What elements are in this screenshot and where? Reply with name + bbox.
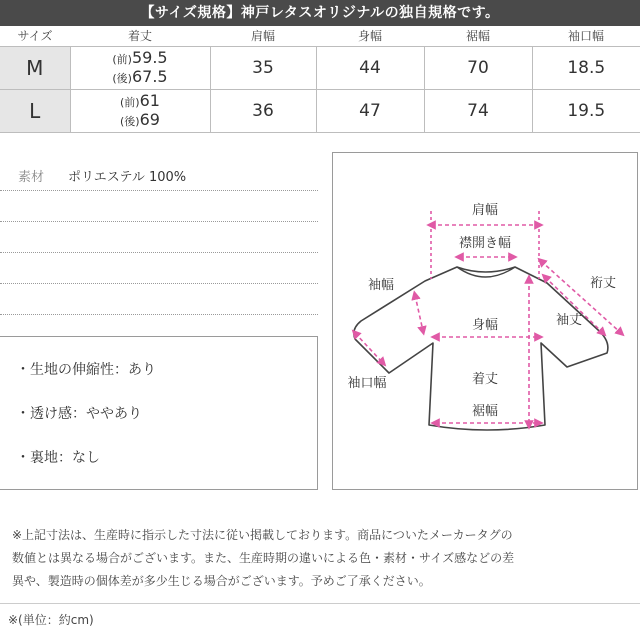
note-line: ※上記寸法は、生産時に指示した寸法に従い掲載しております。商品についたメーカータグの: [12, 528, 513, 542]
length-front-value: 61: [139, 90, 160, 110]
header-cuff: 袖口幅: [532, 26, 640, 46]
hem-value: 70: [424, 46, 532, 89]
sleeve-width-label: 袖幅: [367, 278, 395, 293]
header-body-width: 身幅: [316, 26, 424, 46]
header-length: 着丈: [70, 26, 210, 46]
measurement-diagram: [332, 152, 638, 490]
length-front-prefix: (前): [120, 95, 140, 109]
length-label: 着丈: [471, 372, 499, 387]
shoulder-value: 36: [210, 89, 316, 132]
table-row: [0, 89, 640, 132]
length-back-prefix: (後): [120, 114, 140, 128]
table-row: [0, 46, 640, 89]
fabric-properties-box: [0, 336, 318, 490]
cuff-width-label: 袖口幅: [347, 376, 387, 391]
sleeve-length-label: 袖丈: [555, 313, 583, 328]
disclaimer-notes: [12, 524, 632, 593]
body-width-value: 47: [316, 89, 424, 132]
header-hem: 裾幅: [424, 26, 532, 46]
empty-row: [0, 284, 318, 315]
body-width-value: 44: [316, 46, 424, 89]
note-line: 異や、製造時の個体差が多少生じる場合がございます。予めご了承ください。: [12, 574, 431, 588]
raglan-label: 裄丈: [589, 276, 617, 291]
material-label: 素材: [18, 169, 45, 185]
header-size: サイズ: [0, 26, 70, 46]
neck-width-label: 襟開き幅: [458, 236, 512, 251]
sheer-property: ・透け感：ややあり: [16, 406, 142, 422]
stretch-property: ・生地の伸縮性：あり: [16, 362, 156, 378]
length-back-prefix: (後): [112, 71, 132, 85]
size-table-header: [0, 26, 640, 46]
divider: [0, 603, 640, 604]
material-row: [0, 160, 318, 191]
unit-note: ※(単位：約cm): [8, 613, 94, 627]
material-section: [0, 160, 318, 315]
hem-value: 74: [424, 89, 532, 132]
body-width-label: 身幅: [471, 318, 499, 333]
note-line: 数値とは異なる場合がございます。また、生産時期の違いによる色・素材・サイズ感などの差: [12, 551, 515, 565]
empty-row: [0, 222, 318, 253]
length-front-prefix: (前): [112, 52, 132, 66]
length-cell: [70, 46, 210, 89]
empty-row: [0, 191, 318, 222]
length-cell: [70, 89, 210, 132]
length-front-value: 59.5: [131, 47, 168, 67]
shoulder-label: 肩幅: [471, 203, 499, 218]
size-spec-title: 【サイズ規格】神戸レタスオリジナルの独自規格です。: [0, 0, 640, 26]
cuff-value: 18.5: [532, 46, 640, 89]
length-back-value: 67.5: [131, 66, 168, 86]
cuff-value: 19.5: [532, 89, 640, 132]
size-name: M: [0, 46, 70, 89]
shoulder-value: 35: [210, 46, 316, 89]
empty-row: [0, 253, 318, 284]
material-value: ポリエステル 100%: [68, 169, 187, 185]
length-back-value: 69: [139, 109, 160, 129]
hem-width-label: 裾幅: [471, 404, 499, 419]
lining-property: ・裏地：なし: [16, 450, 100, 466]
size-table: [0, 26, 640, 133]
garment-illustration: [333, 153, 639, 491]
size-name: L: [0, 89, 70, 132]
header-shoulder: 肩幅: [210, 26, 316, 46]
